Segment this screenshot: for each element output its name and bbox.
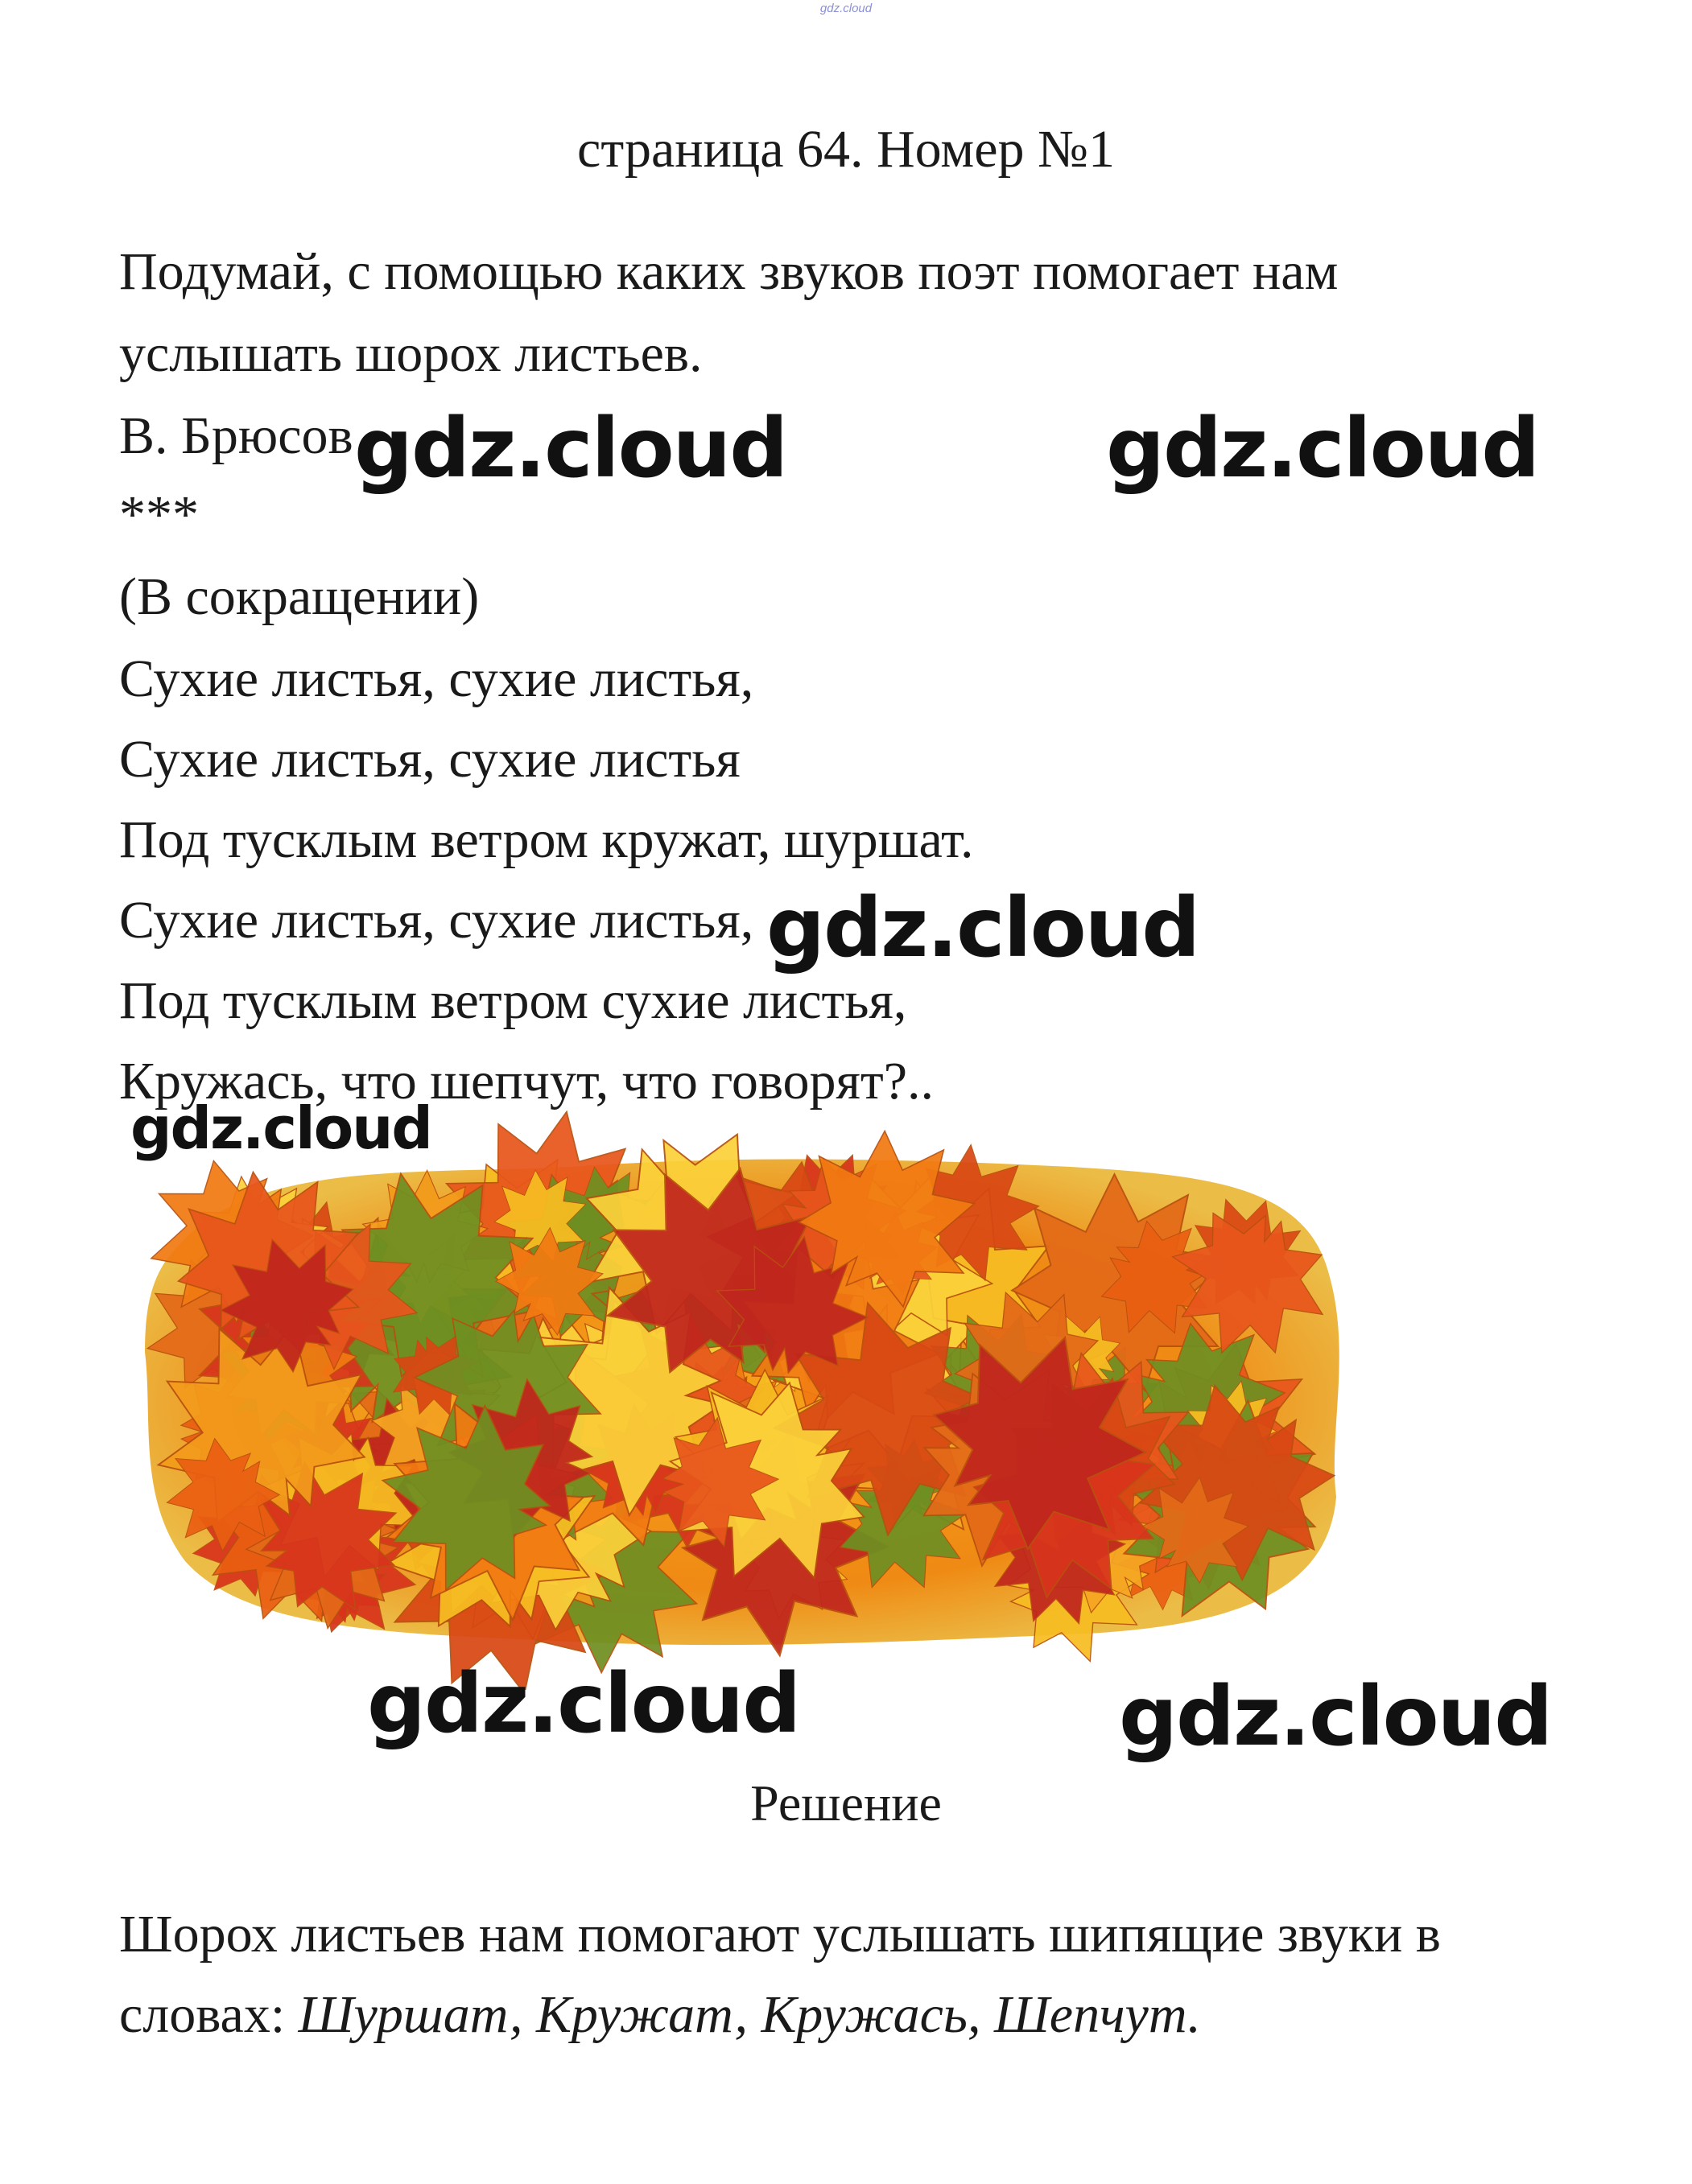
- solution-title: Решение: [750, 1774, 942, 1832]
- source-mark: gdz.cloud: [819, 2, 873, 15]
- poem-line-2: Сухие листья, сухие листья: [119, 730, 741, 789]
- poem-line-1: Сухие листья, сухие листья,: [119, 649, 754, 708]
- question-line-2: услышать шорох листьев.: [119, 324, 703, 383]
- watermark-2: gdz.cloud: [1106, 401, 1539, 497]
- watermark-3: gdz.cloud: [766, 880, 1199, 976]
- autumn-leaves-image: [121, 1111, 1376, 1690]
- watermark-6: gdz.cloud: [1119, 1669, 1552, 1765]
- watermark-1: gdz.cloud: [354, 401, 787, 497]
- solution-line-2-prefix: словах:: [119, 1985, 299, 2044]
- watermark-5: gdz.cloud: [367, 1656, 800, 1752]
- solution-line-1: Шорох листьев нам помогают услышать шипящие звуки в: [119, 1905, 1441, 1964]
- solution-line-2: [119, 1984, 1201, 2046]
- solution-examples: Шуршат, Кружат, Кружась, Шепчут.: [298, 1985, 1201, 2044]
- poem-line-4: Сухие листья, сухие листья,: [119, 891, 754, 950]
- author: В. Брюсов: [119, 406, 353, 465]
- page-heading: страница 64. Номер №1: [577, 120, 1115, 179]
- abridged-note: (В сокращении): [119, 567, 480, 626]
- poem-line-5: Под тусклым ветром сухие листья,: [119, 971, 907, 1030]
- watermark-4: gdz.cloud: [130, 1094, 431, 1162]
- separator: ***: [119, 485, 199, 544]
- question-line-1: Подумай, с помощью каких звуков поэт помогает нам: [119, 242, 1339, 301]
- poem-line-3: Под тусклым ветром кружат, шуршат.: [119, 810, 974, 869]
- poem-line-6: Кружась, что шепчут, что говорят?..: [119, 1052, 935, 1111]
